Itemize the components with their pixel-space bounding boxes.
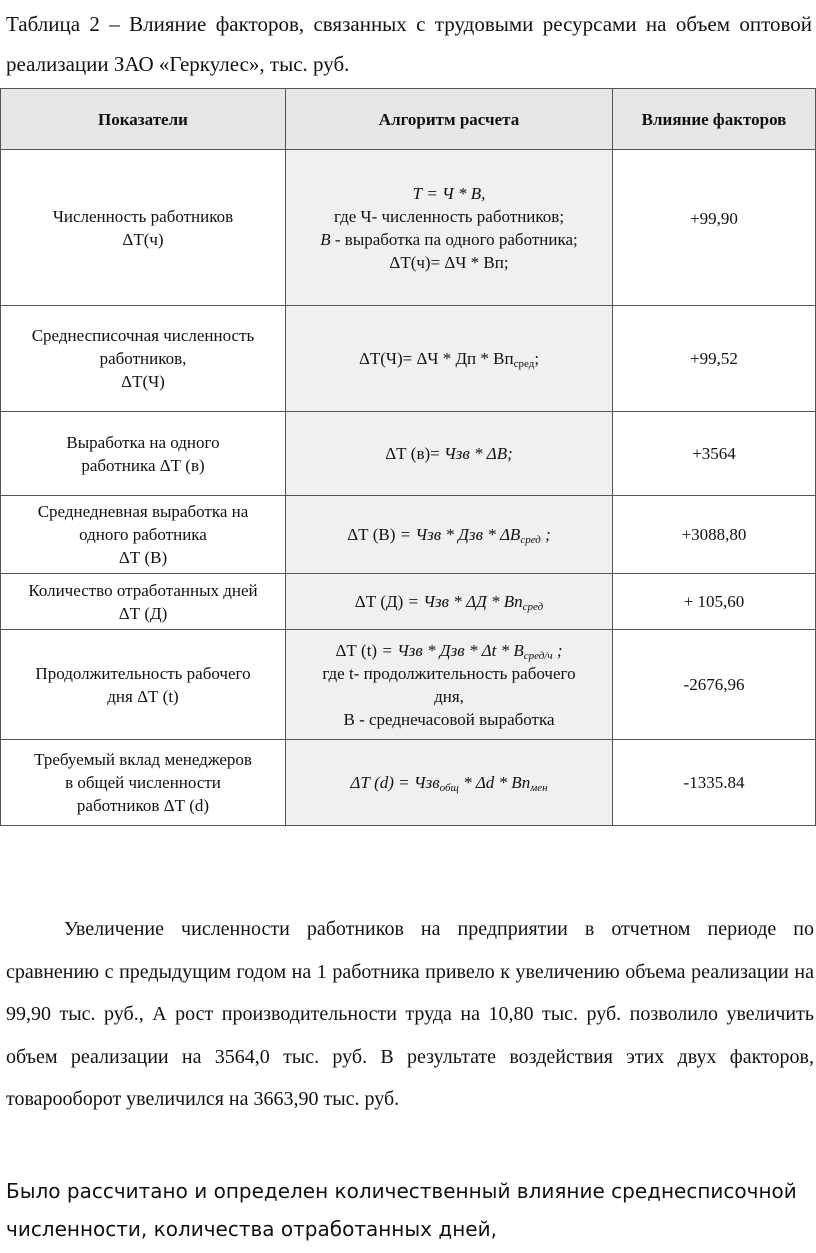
formula-note: где Ч- численность работников;: [333, 206, 565, 226]
value-cell: + 105,60: [613, 574, 816, 630]
formula-subscript: сред/ч: [523, 649, 553, 662]
algorithm-cell: [286, 306, 613, 412]
table-row: [1, 150, 816, 306]
indicator-line: ΔТ (Д): [118, 603, 168, 623]
formula-end: ;: [552, 640, 563, 660]
formula-symbol: В: [320, 229, 331, 249]
algorithm-cell: [286, 412, 613, 496]
formula: = Чзв * Дзв * ΔВ: [399, 525, 521, 544]
indicator-cell: [1, 150, 286, 306]
indicator-line: Среднесписочная численность: [31, 326, 255, 345]
indicator-line: Численность работников: [52, 206, 234, 226]
indicator-line: работников,: [99, 349, 187, 368]
algorithm-cell: [286, 574, 613, 630]
formula: Чзв * ΔВ;: [444, 444, 513, 463]
indicator-line: одного работника: [79, 525, 207, 544]
table-row: [1, 740, 816, 826]
value-cell: +99,90: [613, 150, 816, 306]
algorithm-cell: [286, 740, 613, 826]
formula: ΔТ(Ч)= ΔЧ * Дп * Вп: [358, 349, 514, 368]
value-cell: -2676,96: [613, 630, 816, 740]
indicator-cell: [1, 630, 286, 740]
value-cell: -1335.84: [613, 740, 816, 826]
formula: ΔТ (в)=: [385, 444, 444, 463]
table-row: [1, 630, 816, 740]
table-row: [1, 496, 816, 574]
formula: ΔТ (d) = Чзв: [350, 773, 440, 792]
formula-end: ;: [540, 525, 551, 544]
formula-note: дня,: [434, 686, 464, 706]
header-influence: Влияние факторов: [613, 89, 816, 150]
algorithm-cell: [286, 630, 613, 740]
value-cell: +99,52: [613, 306, 816, 412]
indicator-line: ΔТ(ч): [122, 229, 164, 249]
indicator-line: в общей численности: [65, 773, 221, 792]
table-row: [1, 412, 816, 496]
indicator-line: дня ΔТ (t): [107, 686, 179, 706]
indicator-line: работника ΔТ (в): [81, 455, 205, 475]
table-row: [1, 574, 816, 630]
header-indicators: Показатели: [1, 89, 286, 150]
indicator-cell: [1, 574, 286, 630]
formula: ΔТ (t): [335, 640, 382, 660]
formula: = Чзв * Дзв * Δt * В: [381, 640, 524, 660]
indicator-line: Количество отработанных дней: [28, 580, 258, 600]
indicator-line: ΔТ(Ч): [121, 372, 165, 391]
factors-table: [0, 88, 816, 826]
indicator-cell: [1, 496, 286, 574]
value-cell: +3088,80: [613, 496, 816, 574]
formula-note: - выработка па одного работника;: [330, 229, 578, 249]
formula-subscript: мен: [530, 782, 548, 794]
formula-subscript: сред: [513, 358, 535, 370]
table-row: [1, 306, 816, 412]
value-cell: +3564: [613, 412, 816, 496]
indicator-line: ΔТ (В): [118, 548, 168, 567]
formula-subscript: сред: [522, 601, 544, 613]
formula: ΔТ (В): [347, 525, 400, 544]
indicator-line: Требуемый вклад менеджеров: [34, 750, 252, 769]
indicator-cell: [1, 412, 286, 496]
indicator-line: Продолжительность рабочего: [35, 663, 251, 683]
table-header-row: [1, 89, 816, 150]
indicator-line: работников ΔТ (d): [76, 796, 210, 815]
indicator-line: Среднедневная выработка на: [37, 502, 249, 521]
indicator-cell: [1, 306, 286, 412]
trailing-text: Было рассчитано и определен количественный влияние среднесписочной численности, количества отработанных дней,: [6, 1179, 797, 1241]
header-algorithm: Алгоритм расчета: [286, 89, 613, 150]
formula-subscript: сред: [520, 534, 541, 546]
indicator-cell: [1, 740, 286, 826]
algorithm-cell: [286, 496, 613, 574]
body-paragraph: Увеличение численности работников на предприятии в отчетном периоде по сравнению с предыдущим годом на 1 работника привело к увеличению объема реализации на 99,90 тыс. руб., А рост производительности труда на 10,80 тыс. руб. позволило увеличить объем реализации на 3564,0 тыс. руб. В результате воздействия этих двух факторов, товарооборот увеличился на 3663,90 тыс. руб.: [6, 918, 814, 1110]
formula-note: В - среднечасовой выработка: [343, 709, 555, 729]
formula-subscript: общ: [439, 782, 459, 794]
formula: Т = Ч * В,: [412, 183, 486, 203]
formula-end: ;: [534, 349, 540, 368]
formula: * Δd * Вп: [458, 773, 531, 792]
formula: = Чзв * ΔД * Вп: [407, 592, 523, 611]
formula: ΔТ (Д): [354, 592, 408, 611]
table-caption: Таблица 2 – Влияние факторов, связанных с трудовыми ресурсами на объем оптовой реализации ЗАО «Геркулес», тыс. руб.: [6, 12, 812, 76]
indicator-line: Выработка на одного: [66, 432, 220, 452]
formula-note: где t- продолжительность рабочего: [322, 663, 576, 683]
algorithm-cell: [286, 150, 613, 306]
formula: ΔТ(ч)= ΔЧ * Вп;: [389, 252, 509, 272]
